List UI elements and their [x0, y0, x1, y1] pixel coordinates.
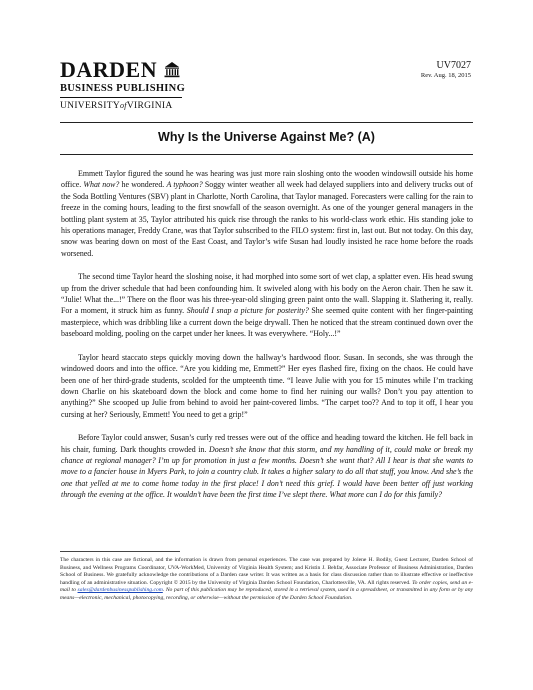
body-paragraph: The second time Taylor heard the sloshing noise, it had morphed into some sort of wet clap, a splatter even. His head swung up from the driver schedule that had been confounding him. It swiveled along with his body on the Aeron chair. Then he saw it. “Julie! What the...!” There on the floor was his three-year-old slinging green paint onto the wall. Slapping it. Slathering it, really. For a moment, it struck him as funny. Should I snap a picture for posterity? She seemed quite content with her finger-painting masterpiece, which was dribbling like a current down the beige drywall. Then he noticed that the stream continued down over the baseboard molding, pooling on the carpet under her knees. It was everywhere. “Holy...!” — [61, 272, 473, 339]
case-body — [61, 168, 473, 513]
case-number: UV7027 — [436, 60, 471, 71]
copyright-footnote: The characters in this case are fictional, and the information is drawn from personal experiences. The case was prepared by Jolene H. Bodily, Guest Lecturer, Darden School of Business, and Wellness Programs Coordinator, UVA-WorkMed, University of Virginia Health System; and Kristin J. Behfar, Associate Professor of Business Administration, Darden School of Business. We gratefully acknowledge the contributions of a Darden case writer. It was written as a basis for class discussion rather than to illustrate effective or ineffective handling of an administrative situation. Copyright © 2015 by the University of Virginia Darden School Foundation, Charlottesville, VA. All rights reserved. To order copies, send an e-mail to sales@dardenbusinesspublishing.com. No part of this publication may be reproduced, stored in a retrieval system, used in a spreadsheet, or transmitted in any form or by any means—electronic, mechanical, photocopying, recording, or otherwise—without the permission of the Darden School Foundation. — [60, 557, 473, 601]
title-rule-bottom — [60, 154, 473, 155]
body-paragraph: Emmett Taylor figured the sound he was hearing was just more rain sloshing onto the wooden windowsill outside his home office. What now? he wondered. A typhoon? Soggy winter weather all week had delayed suppliers into and delivery trucks out of the Soda Bottling Ventures (SBV) plant in Charlotte, North Carolina, that Taylor managed. Forecasters were calling for the rain to freeze in the coming hours, leading to the first snowfall of the season overnight. As one of the younger general managers in the bottling plant system at 35, Taylor attributed his quick rise through the ranks to his world-class work ethic. His standing joke to his operations manager, Freddy Crane, was that Taylor subscribed to the FILO system: first in, last out. But not today. On this day, snow was bearing down on most of the East Coast, and Taylor’s wife Susan had loudly insisted he race home before the roads worsened. — [61, 169, 473, 258]
logo-divider — [60, 97, 182, 98]
logo-wordmark: DARDEN — [60, 57, 158, 82]
case-title: Why Is the Universe Against Me? (A) — [158, 130, 375, 144]
order-email-link[interactable]: sales@dardenbusinesspublishing.com — [77, 587, 163, 594]
footnote-rule — [60, 551, 180, 552]
body-paragraph: Before Taylor could answer, Susan’s curly red tresses were out of the office and heading toward the kitchen. He fell back in his chair, fuming. Dark thoughts crowded in. Doesn’t she know that this storm, and my handling of it, could make or break my chance at regional manager? I’m up for promotion in just a few months. Doesn’t she want that? All I hear is that she wants to move to a fancier house in Myers Park, to join a country club. It takes a higher salary to do all that stuff, you know. And she’s the one that yelled at me to come home today in the first place! I don’t need this grief. I would have been better off just working through the evening at the office. It wouldn’t have been the first time I’ve slept there. What more can I do for this family? — [61, 433, 473, 500]
darden-logo — [60, 57, 220, 112]
case-number-block — [421, 60, 471, 80]
logo-university: UNIVERSITYofVIRGINIA — [60, 101, 173, 111]
rotunda-icon — [164, 60, 180, 78]
revision-date: Rev. Aug. 18, 2015 — [420, 72, 471, 79]
title-rule-top — [60, 122, 473, 123]
logo-subtitle: BUSINESS PUBLISHING — [60, 83, 186, 94]
body-paragraph: Taylor heard staccato steps quickly moving down the hallway’s hardwood floor. Susan. In seconds, she was through the windowed doors and into the office. “Are you kidding me, Emmett?” Her eyes flashed fire, fixing on the chaos. He could have been one of her third-grade students, scolded for the umpteenth time. “I leave Julie with you for 15 minutes while I’m tracking down Charlie on his skateboard down the block and come home to find her ruining our walls? Don’t you pay attention to anything?” She scooped up Julie from behind to avoid her paint-covered limbs. “The carpet too?? And to top it off, I hear you cursing at her? Seriously, Emmett! You need to get a grip!” — [61, 352, 473, 419]
